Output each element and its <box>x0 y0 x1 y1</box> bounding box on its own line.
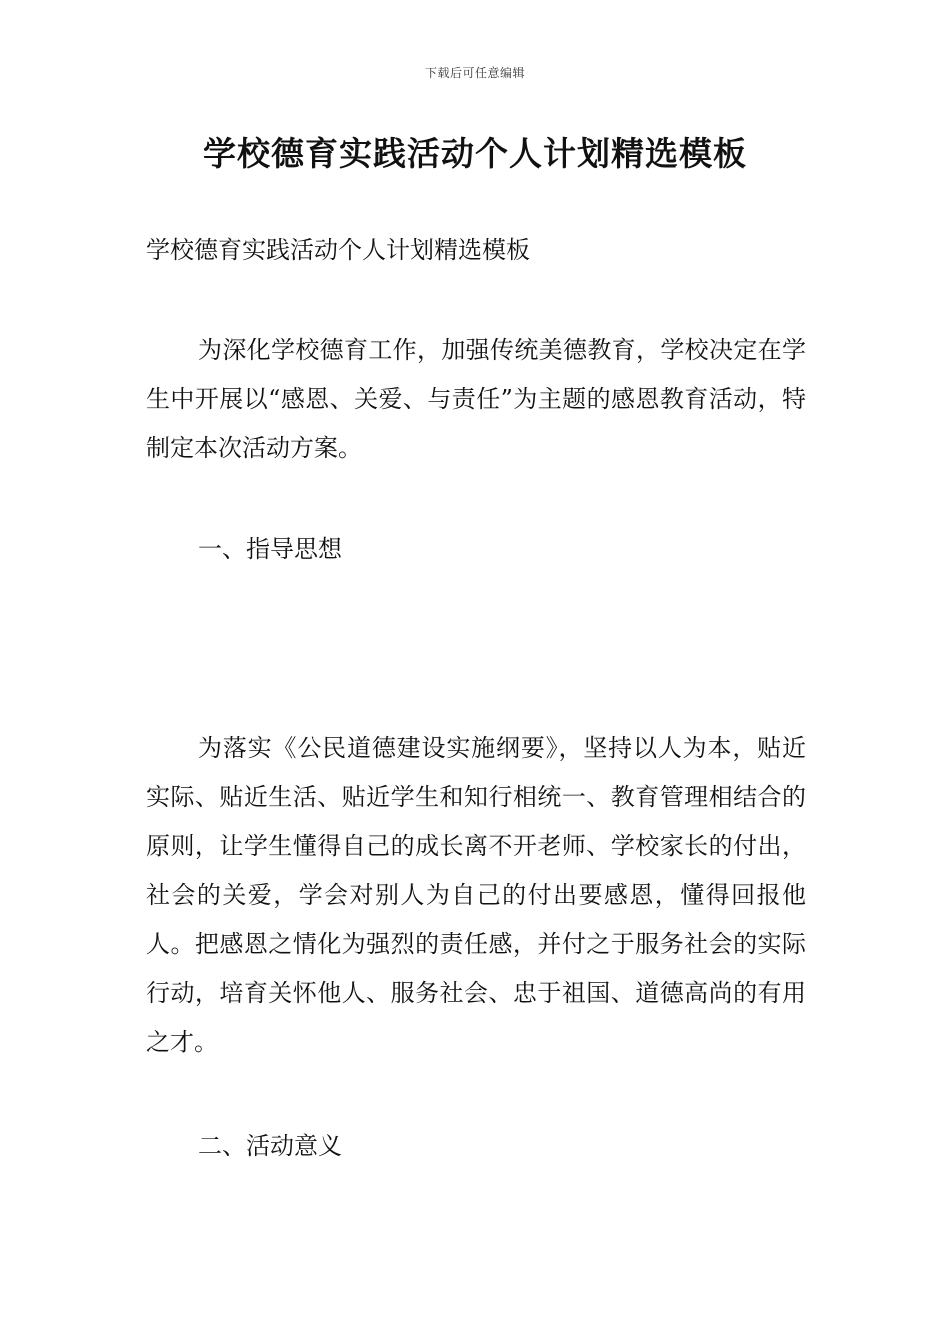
intro-paragraph: 为深化学校德育工作，加强传统美德教育，学校决定在学生中开展以“感恩、关爱、与责任”为主题的感恩教育活动，特制定本次活动方案。 <box>146 336 806 462</box>
document-subtitle: 学校德育实践活动个人计划精选模板 <box>146 236 530 264</box>
section-heading-activity-significance: 二、活动意义 <box>198 1132 342 1160</box>
document-title: 学校德育实践活动个人计划精选模板 <box>203 134 747 173</box>
header-note: 下载后可任意编辑 <box>424 66 525 80</box>
section-heading-guiding-ideology: 一、指导思想 <box>198 535 342 563</box>
guiding-ideology-paragraph: 为落实《公民道德建设实施纲要》，坚持以人为本，贴近实际、贴近生活、贴近学生和知行相统一、教育管理相结合的原则，让学生懂得自己的成长离不开老师、学校家长的付出，社会的关爱，学会对别人为自己的付出要感恩，懂得回报他人。把感恩之情化为强烈的责任感，并付之于服务社会的实际行动，培育关怀他人、服务社会、忠于祖国、道德高尚的有用之才。 <box>146 734 806 1056</box>
